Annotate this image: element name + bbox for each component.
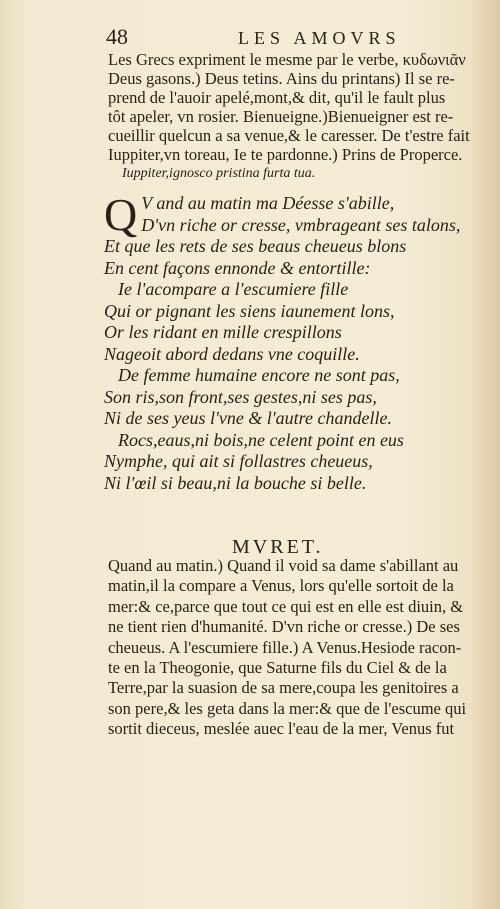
poem-line-1: V and au matin ma Déesse s'abille, bbox=[141, 193, 395, 213]
muret-commentary bbox=[108, 556, 500, 740]
intro-line-4: tôt apeler, vn rosier. Bienueigne.)Bienueigner est re- bbox=[108, 107, 454, 126]
running-title: LES AMOVRS bbox=[238, 28, 401, 48]
intro-line-1: Les Grecs expriment le mesme par le verbe, κυδωνιᾶν bbox=[108, 50, 466, 69]
intro-line-3: prend de l'auoir apelé,mont,& dit, qu'il le fault plus bbox=[108, 88, 446, 107]
poem-line-5: Ie l'acompare a l'escumiere fille bbox=[118, 279, 349, 299]
intro-commentary bbox=[108, 50, 500, 183]
poem-line-10: Son ris,son front,ses gestes,ni ses pas, bbox=[104, 386, 377, 407]
commentary-line-8: son pere,& les geta dans la mer:& que de l'escume qui bbox=[108, 698, 467, 718]
latin-quote: Iuppiter,ignosco pristina furta tua. bbox=[122, 166, 316, 181]
poem-line-12: Rocs,eaus,ni bois,ne celent point en eus bbox=[118, 429, 404, 450]
poem-line-8: Nageoit abord dedans vne coquille. bbox=[104, 343, 360, 364]
commentary-line-4: ne tient rien d'humanité. D'vn riche or cresse.) De ses bbox=[108, 617, 460, 637]
commentator-heading: MVRET. bbox=[232, 536, 324, 558]
poem-line-13: Nymphe, qui ait si follastres cheueus, bbox=[104, 451, 373, 471]
commentary-line-7: Terre,par la suasion de sa mere,coupa les genitoires a bbox=[108, 678, 459, 698]
sonnet bbox=[104, 189, 500, 494]
poem-line-7: Or les ridant en mille crespillons bbox=[104, 322, 342, 342]
page-number: 48 bbox=[106, 24, 128, 49]
commentary-line-2: matin,il la compare a Venus, lors qu'elle sortoit de la bbox=[108, 576, 454, 596]
intro-line-6: Iuppiter,vn toreau, Ie te pardonne.) Prins de Properce. bbox=[108, 145, 463, 164]
poem-line-14: Ni l'œil si beau,ni la bouche si belle. bbox=[104, 472, 367, 493]
poem-line-4: En cent façons ennonde & entortille: bbox=[104, 257, 371, 278]
poem-line-11: Ni de ses yeus l'vne & l'autre chandelle. bbox=[104, 408, 392, 428]
page-header bbox=[106, 24, 500, 52]
poem-line-2: D'vn riche or cresse, vmbrageant ses talons, bbox=[141, 214, 461, 235]
drop-cap: Q bbox=[104, 189, 138, 240]
commentary-line-3: mer:& ce,parce que tout ce qui est en elle est diuin, & bbox=[108, 596, 464, 616]
commentary-line-1: Quand au matin.) Quand il void sa dame s'abillant au bbox=[108, 556, 459, 575]
poem-line-3: Et que les rets de ses beaus cheueus blons bbox=[104, 236, 407, 256]
commentary-line-5: cheueus. A l'escumiere fille.) A Venus.Hesiode racon- bbox=[108, 637, 462, 657]
intro-line-5: cueillir quelcun a sa venue,& le caresser. De t'estre fait bbox=[108, 126, 470, 145]
poem-line-9: De femme humaine encore ne sont pas, bbox=[118, 365, 400, 385]
poem-line-6: Qui or pignant les siens iaunement lons, bbox=[104, 300, 395, 321]
commentary-line-9: sortit dieceus, meslée auec l'eau de la mer, Venus fut bbox=[108, 719, 455, 739]
commentary-line-6: te en la Theogonie, que Saturne fils du Ciel & de la bbox=[108, 658, 447, 678]
intro-line-2: Deus gasons.) Deus tetins. Ains du printans) Il se re- bbox=[108, 69, 455, 88]
